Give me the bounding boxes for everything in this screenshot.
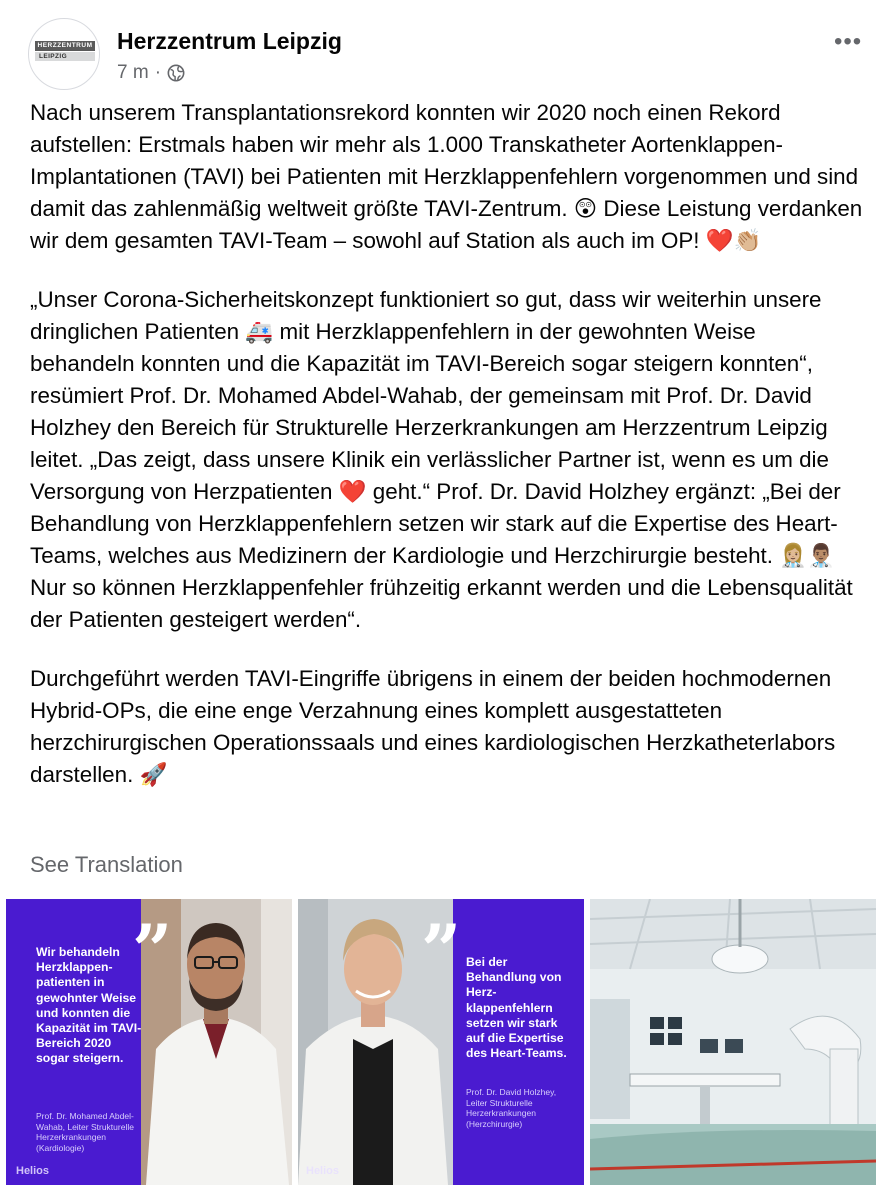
photo-1-caption: Prof. Dr. Mohamed Abdel-Wahab, Leiter Strukturelle Herzerkrankungen (Kardiologie) [36, 1111, 134, 1153]
photo-grid [0, 893, 889, 1188]
post-header [0, 0, 889, 100]
post-meta [117, 62, 185, 84]
post-paragraph-3: Durchgeführt werden TAVI-Eingriffe übrigens in einem der beiden hochmodernen Hybrid-OPs, die eine enge Verzahnung eines komplett ausgestatteten herzchirurgischen Operationssaals und eines kardiologischen Herzkatheterlabors darstellen. 🚀 [30, 666, 836, 787]
post-text [30, 97, 865, 818]
quote-mark-2: ” [421, 909, 462, 992]
photo-1[interactable] [6, 899, 292, 1185]
quote-mark-1: ” [132, 909, 173, 992]
more-options-icon[interactable]: ••• [834, 28, 863, 55]
timestamp[interactable]: 7 m [117, 62, 149, 83]
see-translation-link[interactable]: See Translation [30, 852, 183, 877]
photo-2-quote: Bei der Behandlung von Herz-klappenfehlern setzen wir stark auf die Expertise des Heart-Teams. [466, 955, 567, 1061]
photo-2[interactable] [298, 899, 584, 1185]
helios-logo-2: Helios [306, 1165, 340, 1177]
post-paragraph-1: Nach unserem Transplantationsrekord konnten wir 2020 noch einen Rekord aufstellen: Erstmals haben wir mehr als 1.000 Transkatheter Aortenklappen-Implantationen (TAVI) bei Patienten mit Herzklappenfehlern vorgenommen und sind damit das zahlenmäßig weltweit größte TAVI-Zentrum. 😲 Diese Leistung verdanken wir dem gesamten TAVI-Team – sowohl auf Station als auch im OP! ❤️👏🏼 [30, 100, 863, 253]
logo-line1: HERZZENTRUM [35, 41, 95, 51]
logo-line2: LEIPZIG [35, 52, 95, 61]
operating-room-image [590, 899, 876, 1185]
photo-3-operating-room[interactable] [590, 899, 876, 1185]
helios-logo-1: Helios [16, 1165, 50, 1177]
meta-separator: · [154, 62, 162, 83]
page-name[interactable]: Herzzentrum Leipzig [117, 28, 342, 54]
page-avatar[interactable] [28, 18, 100, 90]
globe-icon [167, 64, 185, 82]
photo-1-quote: Wir behandeln Herzklappen-patienten in gewohnter Weise und konnten die Kapazität im TAVI-Bereich 2020 sogar steigern. [36, 945, 142, 1066]
photo-2-caption: Prof. Dr. David Holzhey, Leiter Strukturelle Herzerkrankungen (Herzchirurgie) [466, 1087, 557, 1129]
post-paragraph-2: „Unser Corona-Sicherheitskonzept funktioniert so gut, dass wir weiterhin unsere dringlichen Patienten 🚑 mit Herzklappenfehlern in der gewohnten Weise behandeln konnten und die Kapazität im TAVI-Bereich sogar steigern konnten“, resümiert Prof. Dr. Mohamed Abdel-Wahab, der gemeinsam mit Prof. Dr. David Holzhey den Bereich für Strukturelle Herzerkrankungen am Herzzentrum Leipzig leitet. „Das zeigt, dass unsere Klinik ein verlässlicher Partner ist, wenn es um die Versorgung von Herzpatienten ❤️ geht.“ Prof. Dr. David Holzhey ergänzt: „Bei der Behandlung von Herzklappenfehlern setzen wir stark auf die Expertise des Heart-Teams, welches aus Medizinern der Kardiologie und Herzchirurgie besteht. 👩🏼‍⚕️👨🏽‍⚕️ Nur so können Herzklappenfehler frühzeitig erkannt werden und die Lebensqualität der Patienten gesteigert werden“. [30, 287, 853, 632]
